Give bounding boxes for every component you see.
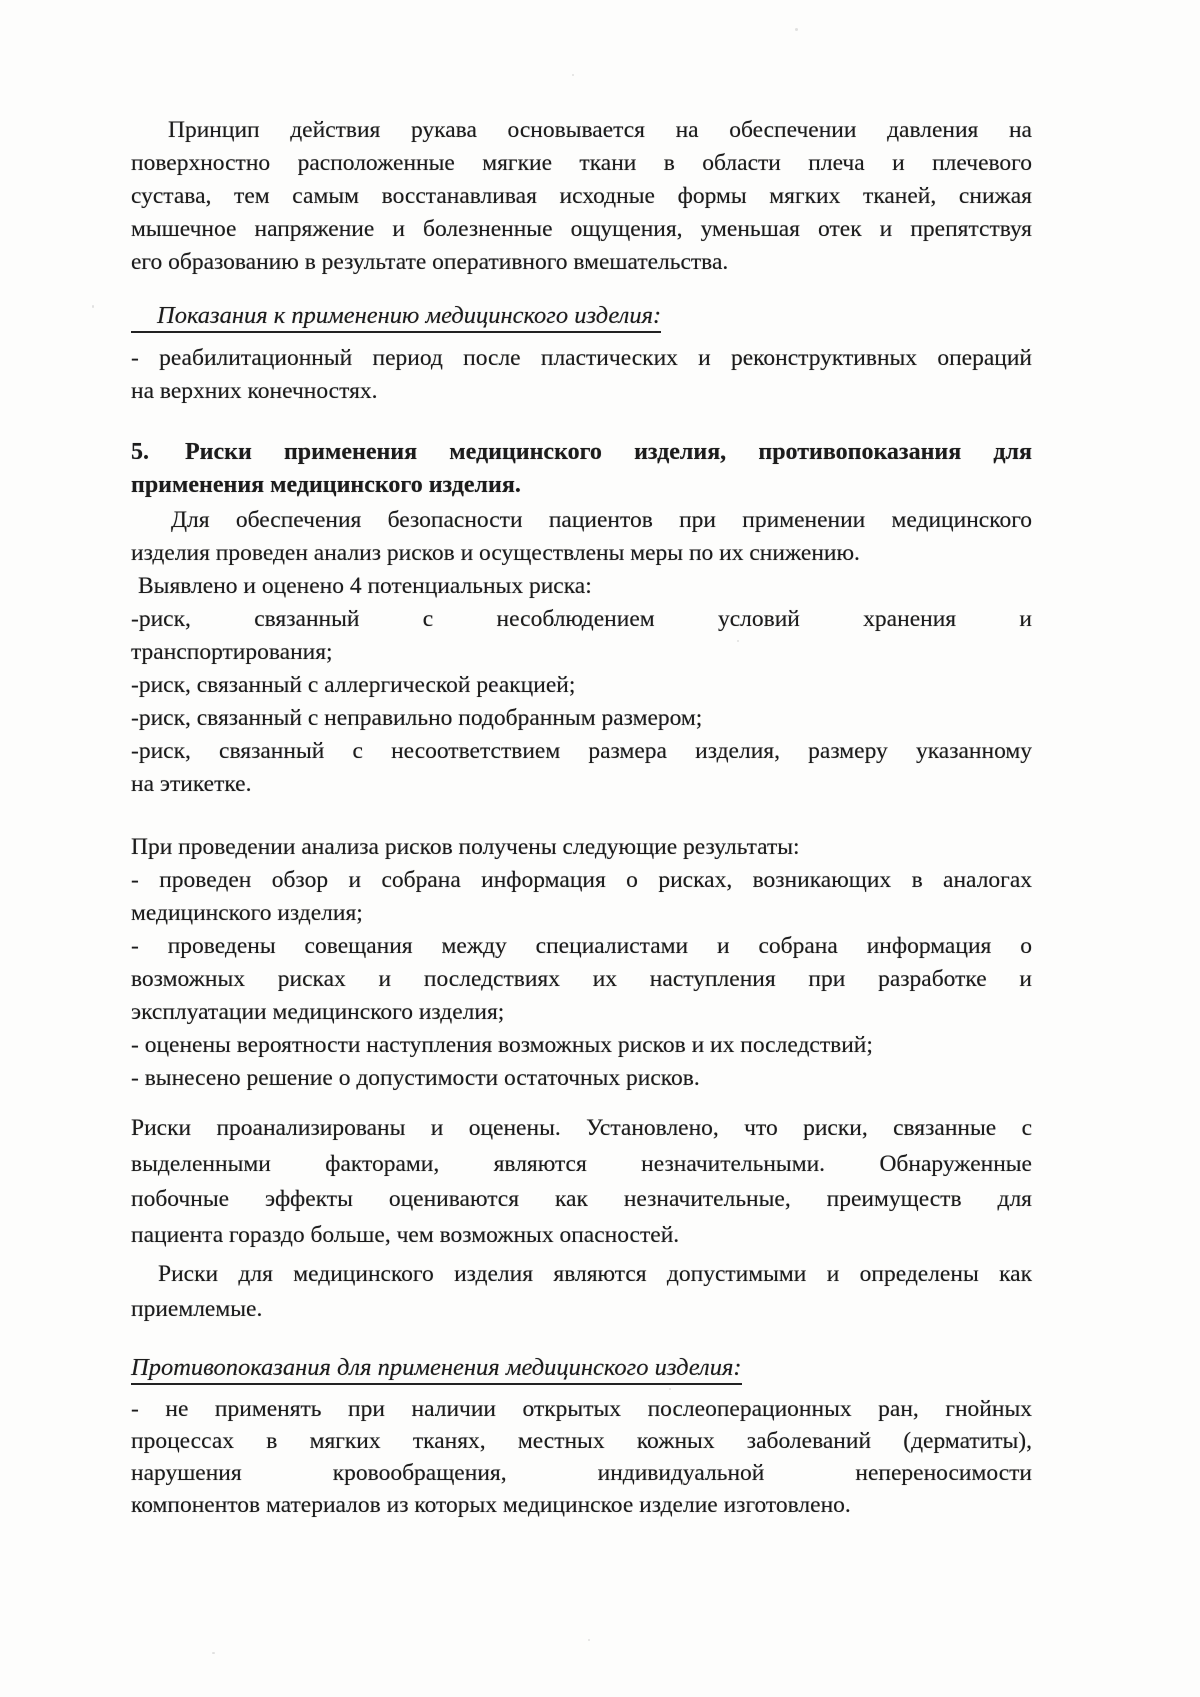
risk-item-wrong-size [131, 702, 1032, 735]
text-run: -риск, связанный с несоблюдением условий хранения и [131, 606, 1032, 632]
contraindications-item [131, 1393, 1032, 1521]
risk-analysis-intro-line-1 [131, 504, 1032, 537]
result-item-decision-line-1 [131, 1062, 1032, 1095]
risk-item-storage [131, 603, 1032, 669]
indications-item [131, 342, 1032, 408]
risks-evaluated-paragraph-line-3 [131, 1182, 1032, 1218]
indications-item-line-2 [131, 375, 1032, 408]
result-item-probability-line-1 [131, 1029, 1032, 1062]
text-run: - проведен обзор и собрана информация о рисках, возникающих в аналогах [131, 867, 1032, 893]
contraindications-item-line-4 [131, 1489, 1032, 1521]
risk-item-allergy [131, 669, 1032, 702]
scan-speck [212, 1652, 215, 1654]
scan-speck [92, 305, 94, 308]
risk-item-allergy-line-1 [131, 669, 1032, 702]
risks-section-heading-line-1 [131, 436, 1032, 469]
risks-evaluated-paragraph-line-4 [131, 1218, 1032, 1254]
indications-item-line-1 [131, 342, 1032, 375]
text-run: -риск, связанный с аллергической реакцией; [131, 672, 576, 698]
result-item-meetings-line-2 [131, 963, 1032, 996]
text-run: - оценены вероятности наступления возможных рисков и их последствий; [131, 1032, 873, 1058]
indications-heading-line-1 [131, 299, 1032, 332]
text-run: процессах в мягких тканях, местных кожных заболеваний (дерматиты), [131, 1428, 1032, 1454]
text-run: Риски применения медицинского изделия, противопоказания для [185, 439, 1032, 465]
text-run: - проведены совещания между специалистами и собрана информация о [131, 933, 1032, 959]
text-run: приемлемые. [131, 1296, 263, 1322]
risks-acceptable-paragraph [131, 1257, 1032, 1327]
text-run: -риск, связанный с неправильно подобранным размером; [131, 705, 703, 731]
risk-item-storage-line-2 [131, 636, 1032, 669]
document-text-body [131, 114, 1032, 1521]
text-run: компонентов материалов из которых медицинское изделие изготовлено. [131, 1492, 851, 1518]
scan-speck [795, 28, 798, 31]
contraindications-item-line-2 [131, 1425, 1032, 1457]
text-run: на верхних конечностях. [131, 378, 378, 404]
text-run: Риски проанализированы и оценены. Установлено, что риски, связанные с [131, 1115, 1032, 1141]
text-run: мышечное напряжение и болезненные ощущения, уменьшая отек и препятствуя [131, 216, 1032, 242]
analysis-results-intro [131, 831, 1032, 864]
scan-speck [588, 1639, 590, 1641]
contraindications-heading-line-1 [131, 1351, 1032, 1384]
text-run: Для обеспечения безопасности пациентов при применении медицинского [171, 507, 1032, 533]
text-run: При проведении анализа рисков получены следующие результаты: [131, 834, 800, 860]
result-item-review-line-1 [131, 864, 1032, 897]
scan-speck [669, 1388, 671, 1390]
text-run: - реабилитационный период после пластических и реконструктивных операций [131, 345, 1032, 371]
scan-speck [572, 74, 574, 76]
risks-identified-count [131, 570, 1032, 603]
indications-heading [131, 299, 1032, 332]
text-run: пациента гораздо больше, чем возможных опасностей. [131, 1221, 680, 1248]
result-item-meetings [131, 930, 1032, 1029]
principle-paragraph-line-2 [131, 147, 1032, 180]
contraindications-heading [131, 1351, 1032, 1384]
text-run: Показания к применению медицинского изделия: [157, 302, 662, 329]
text-run: возможных рисках и последствиях их наступления при разработке и [131, 966, 1032, 992]
text-run: эксплуатации медицинского изделия; [131, 999, 505, 1025]
principle-paragraph-line-3 [131, 180, 1032, 213]
text-run: Противопоказания для применения медицинского изделия: [131, 1354, 742, 1381]
scan-speck [737, 640, 739, 642]
text-run: Риски для медицинского изделия являются допустимыми и определены как [158, 1261, 1032, 1287]
text-run: медицинского изделия; [131, 900, 363, 926]
result-item-probability [131, 1029, 1032, 1062]
risk-item-label-mismatch-line-2 [131, 768, 1032, 801]
contraindications-item-line-1 [131, 1393, 1032, 1425]
contraindications-item-line-3 [131, 1457, 1032, 1489]
risk-item-wrong-size-line-1 [131, 702, 1032, 735]
result-item-decision [131, 1062, 1032, 1095]
text-run: Выявлено и оценено 4 потенциальных риска: [138, 573, 592, 599]
risk-item-storage-line-1 [131, 603, 1032, 636]
risks-section-heading [131, 436, 1032, 502]
principle-paragraph-line-5 [131, 246, 1032, 279]
text-run: применения медицинского изделия. [131, 472, 521, 498]
text-run: побочные эффекты оцениваются как незначительные, преимуществ для [131, 1186, 1032, 1212]
risks-acceptable-paragraph-line-1 [131, 1257, 1032, 1292]
text-run: нарушения кровообращения, индивидуальной непереносимости [131, 1460, 1032, 1486]
risks-identified-count-line-1 [131, 570, 1032, 603]
principle-paragraph [131, 114, 1032, 279]
text-run: Принцип действия рукава основывается на обеспечении давления на [168, 117, 1032, 143]
text-run: поверхностно расположенные мягкие ткани в области плеча и плечевого [131, 150, 1032, 176]
text-run: - вынесено решение о допустимости остаточных рисков. [131, 1065, 700, 1091]
result-item-meetings-line-3 [131, 996, 1032, 1029]
result-item-meetings-line-1 [131, 930, 1032, 963]
principle-paragraph-line-1 [131, 114, 1032, 147]
analysis-results-intro-line-1 [131, 831, 1032, 864]
risks-acceptable-paragraph-line-2 [131, 1292, 1032, 1327]
risks-section-heading-line-2 [131, 469, 1032, 502]
underlined-heading-text [131, 302, 661, 333]
text-run: на этикетке. [131, 771, 252, 797]
section-number: 5. [131, 439, 149, 465]
risk-item-label-mismatch [131, 735, 1032, 801]
text-run: - не применять при наличии открытых послеоперационных ран, гнойных [131, 1396, 1032, 1422]
text-run: его образованию в результате оперативного вмешательства. [131, 249, 729, 275]
text-run: -риск, связанный с несоответствием размера изделия, размеру указанному [131, 738, 1032, 764]
result-item-review [131, 864, 1032, 930]
risk-analysis-intro [131, 504, 1032, 570]
text-run: транспортирования; [131, 639, 333, 665]
risks-evaluated-paragraph [131, 1111, 1032, 1253]
risks-evaluated-paragraph-line-1 [131, 1111, 1032, 1147]
principle-paragraph-line-4 [131, 213, 1032, 246]
risk-item-label-mismatch-line-1 [131, 735, 1032, 768]
text-run: изделия проведен анализ рисков и осуществлены меры по их снижению. [131, 540, 860, 566]
text-run: сустава, тем самым восстанавливая исходные формы мягких тканей, снижая [131, 183, 1032, 209]
risks-evaluated-paragraph-line-2 [131, 1147, 1032, 1183]
text-run: выделенными факторами, являются незначительными. Обнаруженные [131, 1150, 1032, 1177]
result-item-review-line-2 [131, 897, 1032, 930]
underlined-heading-text [131, 1354, 742, 1385]
risk-analysis-intro-line-2 [131, 537, 1032, 570]
